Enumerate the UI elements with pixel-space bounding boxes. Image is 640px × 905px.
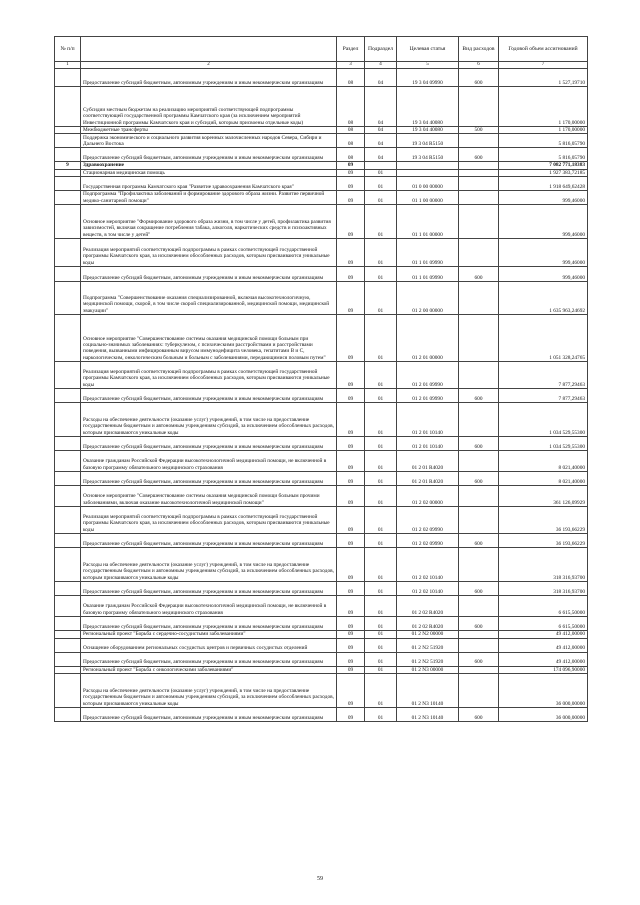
row-number (55, 674, 81, 708)
header-name (81, 37, 337, 62)
row-expense-type: 600 (459, 652, 499, 666)
row-number (55, 127, 81, 134)
row-section: 09 (337, 548, 365, 582)
row-expense-type: 600 (459, 708, 499, 722)
row-subsection (365, 162, 397, 169)
row-expense-type: 600 (459, 148, 499, 162)
row-number (55, 134, 81, 148)
row-amount: 7 877,29463 (499, 362, 588, 389)
table-row (55, 162, 588, 169)
row-target-article: 01 2 01 00000 (397, 315, 459, 362)
row-subsection: 01 (365, 652, 397, 666)
row-subsection: 01 (365, 486, 397, 507)
row-subsection: 01 (365, 239, 397, 267)
row-amount: 174 096,90000 (499, 666, 588, 673)
table-body (55, 69, 588, 722)
row-amount: 1 170,00000 (499, 127, 588, 134)
row-amount: 1 170,00000 (499, 87, 588, 127)
row-expense-type (459, 239, 499, 267)
row-target-article: 01 2 N2 00000 (397, 631, 459, 638)
row-description: Подпрограмма "Совершенствование оказания специализированной, включая высокотехнологичную, медицинской помощи, скорой, в том числе скорой специализированной, медицинской помощи, медицинской эвакуации" (81, 282, 337, 315)
page-number: 59 (317, 876, 323, 882)
row-amount: 49 412,00000 (499, 631, 588, 638)
row-amount: 7 877,29463 (499, 389, 588, 403)
row-amount: 999,46000 (499, 239, 588, 267)
row-number (55, 282, 81, 315)
row-number (55, 666, 81, 673)
row-subsection: 01 (365, 617, 397, 631)
row-target-article: 01 2 N2 51920 (397, 638, 459, 652)
row-amount: 999,46000 (499, 191, 588, 205)
row-section: 09 (337, 451, 365, 472)
header-num: № п/п (55, 37, 81, 62)
row-section: 09 (337, 507, 365, 534)
row-expense-type (459, 134, 499, 148)
table-row (55, 87, 588, 127)
row-target-article: 01 2 N3 10140 (397, 674, 459, 708)
row-expense-type (459, 191, 499, 205)
row-expense-type: 600 (459, 534, 499, 548)
row-subsection: 01 (365, 666, 397, 673)
row-subsection: 01 (365, 177, 397, 191)
row-description: Предоставление субсидий бюджетным, автономным учреждениям и иным некоммерческим организациям (81, 148, 337, 162)
row-number (55, 362, 81, 389)
row-subsection: 01 (365, 282, 397, 315)
row-target-article: 19 3 04 R5150 (397, 134, 459, 148)
row-amount: 1 918 649,62428 (499, 177, 588, 191)
row-expense-type (459, 666, 499, 673)
row-target-article: 01 2 N3 10140 (397, 708, 459, 722)
row-amount: 318 316,93700 (499, 582, 588, 596)
table-header (55, 37, 588, 69)
row-target-article: 01 2 01 10140 (397, 403, 459, 437)
row-section: 09 (337, 403, 365, 437)
row-number (55, 177, 81, 191)
row-number (55, 315, 81, 362)
row-expense-type (459, 403, 499, 437)
row-expense-type (459, 177, 499, 191)
row-number (55, 69, 81, 87)
row-number (55, 389, 81, 403)
row-section: 09 (337, 389, 365, 403)
row-number (55, 534, 81, 548)
column-number-row (55, 62, 588, 69)
table-row (55, 548, 588, 582)
row-expense-type: 600 (459, 437, 499, 451)
row-expense-type (459, 596, 499, 617)
row-target-article: 01 1 01 00000 (397, 205, 459, 239)
row-description: Подпрограмма "Профилактика заболеваний и формирование здорового образа жизни. Развитие первичной медико-санитарной помощи" (81, 191, 337, 205)
row-target-article: 01 2 01 R4020 (397, 451, 459, 472)
row-expense-type: 600 (459, 472, 499, 486)
table-row (55, 191, 588, 205)
row-description: Межбюджетные трансферты (81, 127, 337, 134)
row-section: 08 (337, 134, 365, 148)
col-number: 7 (499, 62, 588, 69)
row-target-article (397, 169, 459, 176)
row-number (55, 548, 81, 582)
row-description: Субсидии местным бюджетам на реализацию мероприятий соответствующей подпрограммы соответствующей государственной программы Камчатского края (за исключением мероприятий Инвестиционной программы Камчатского края и субсидий, которым присвоены отдельные коды) (81, 87, 337, 127)
row-amount: 6 615,50000 (499, 617, 588, 631)
col-number: 4 (365, 62, 397, 69)
row-section: 08 (337, 69, 365, 87)
row-amount: 36 000,00000 (499, 674, 588, 708)
table-row (55, 507, 588, 534)
table-row (55, 403, 588, 437)
row-target-article: 01 2 02 09990 (397, 534, 459, 548)
row-amount: 36 193,66229 (499, 534, 588, 548)
row-description: Предоставление субсидий бюджетным, автономным учреждениям и иным некоммерческим организациям (81, 437, 337, 451)
row-subsection: 04 (365, 148, 397, 162)
row-subsection: 01 (365, 674, 397, 708)
row-subsection: 01 (365, 638, 397, 652)
row-description: Предоставление субсидий бюджетным, автономным учреждениям и иным некоммерческим организациям (81, 472, 337, 486)
row-expense-type (459, 631, 499, 638)
row-expense-type: 600 (459, 389, 499, 403)
row-number (55, 451, 81, 472)
row-expense-type (459, 162, 499, 169)
row-section: 09 (337, 708, 365, 722)
row-description: Основное мероприятие "Совершенствование системы оказания медицинской помощи больным при социально-значимых заболеваниях: туберкулезом, с психическими расстройствами и расстройствами поведения, вызванными инфицированным вирусом иммунодефицита человека, гепатитами В и С, наркологическим, онкологическим больным и больным с заболеваниями, передающимися половым путем" (81, 315, 337, 362)
row-section: 09 (337, 596, 365, 617)
row-number (55, 437, 81, 451)
row-target-article: 01 0 00 00000 (397, 177, 459, 191)
table-row (55, 437, 588, 451)
row-target-article: 01 2 02 R4020 (397, 617, 459, 631)
row-amount: 8 021,40000 (499, 472, 588, 486)
table-row (55, 267, 588, 282)
table-row (55, 239, 588, 267)
table-row (55, 69, 588, 87)
row-section: 09 (337, 205, 365, 239)
row-target-article: 19 3 04 09990 (397, 69, 459, 87)
row-target-article: 01 2 00 00000 (397, 282, 459, 315)
row-description: Региональный проект "Борьба с онкологическими заболеваниями" (81, 666, 337, 673)
row-section: 09 (337, 617, 365, 631)
row-section: 08 (337, 87, 365, 127)
table-row (55, 472, 588, 486)
row-amount: 7 082 771,18383 (499, 162, 588, 169)
row-expense-type (459, 507, 499, 534)
row-description: Стационарная медицинская помощь (81, 169, 337, 176)
budget-table (54, 36, 588, 722)
row-subsection: 01 (365, 582, 397, 596)
table-row (55, 362, 588, 389)
row-section: 09 (337, 315, 365, 362)
col-number: 5 (397, 62, 459, 69)
row-amount: 5 816,05790 (499, 148, 588, 162)
row-number (55, 239, 81, 267)
row-expense-type (459, 205, 499, 239)
table-row (55, 282, 588, 315)
row-section: 09 (337, 674, 365, 708)
row-amount: 36 193,66229 (499, 507, 588, 534)
table-row (55, 652, 588, 666)
row-number (55, 507, 81, 534)
row-amount: 1 051 328,24765 (499, 315, 588, 362)
table-row (55, 451, 588, 472)
row-expense-type (459, 638, 499, 652)
row-section: 09 (337, 191, 365, 205)
row-description: Реализация мероприятий соответствующей подпрограммы в рамках соответствующей государственной программы Камчатского края, за исключением обособленных расходов, которым присваиваются уникальные коды (81, 507, 337, 534)
table-row (55, 134, 588, 148)
row-subsection: 04 (365, 134, 397, 148)
table-row (55, 148, 588, 162)
row-number (55, 652, 81, 666)
row-section: 09 (337, 169, 365, 176)
row-subsection: 01 (365, 191, 397, 205)
table-row (55, 631, 588, 638)
header-section: Раздел (337, 37, 365, 62)
row-subsection: 04 (365, 69, 397, 87)
row-expense-type (459, 362, 499, 389)
row-section: 09 (337, 582, 365, 596)
row-amount: 318 316,93700 (499, 548, 588, 582)
row-subsection: 04 (365, 127, 397, 134)
row-amount: 5 816,05790 (499, 134, 588, 148)
row-section: 08 (337, 148, 365, 162)
row-expense-type (459, 169, 499, 176)
table-row (55, 638, 588, 652)
row-number (55, 486, 81, 507)
row-target-article: 19 3 04 R5150 (397, 148, 459, 162)
row-description: Основное мероприятие "Формирование здорового образа жизни, в том числе у детей, профилактика развития зависимостей, включая сокращение потребления табака, алкоголя, наркотических средств и психоактивных веществ, в том числе у детей" (81, 205, 337, 239)
row-expense-type (459, 87, 499, 127)
table-row (55, 486, 588, 507)
row-expense-type: 600 (459, 267, 499, 282)
row-target-article: 01 2 N3 00000 (397, 666, 459, 673)
row-target-article: 01 2 02 10140 (397, 582, 459, 596)
header-target: Целевая статья (397, 37, 459, 62)
row-description: Оказание гражданам Российской Федерации высокотехнологичной медицинской помощи, не включенной в базовую программу обязательного медицинского страхования (81, 596, 337, 617)
header-expense: Вид расходов (459, 37, 499, 62)
row-section: 09 (337, 472, 365, 486)
col-number: 1 (55, 62, 81, 69)
row-section: 09 (337, 267, 365, 282)
row-subsection: 01 (365, 507, 397, 534)
row-number (55, 472, 81, 486)
table-row (55, 177, 588, 191)
row-description: Расходы на обеспечение деятельности (оказание услуг) учреждений, в том числе на предоставление государственным бюджетным и автономным учреждениям субсидий, за исключением обособленных расходов, которым присваиваются уникальные коды (81, 674, 337, 708)
row-description: Реализация мероприятий соответствующей подпрограммы в рамках соответствующей государственной программы Камчатского края, за исключением обособленных расходов, которым присваиваются уникальные коды (81, 239, 337, 267)
row-description: Предоставление субсидий бюджетным, автономным учреждениям и иным некоммерческим организациям (81, 617, 337, 631)
row-section: 09 (337, 282, 365, 315)
row-subsection: 01 (365, 267, 397, 282)
row-amount: 49 412,00000 (499, 638, 588, 652)
row-expense-type: 500 (459, 127, 499, 134)
row-description: Основное мероприятие "Совершенствование системы оказания медицинской помощи больным прочими заболеваниями, включая оказание высокотехнологичной медицинской помощи" (81, 486, 337, 507)
row-expense-type (459, 486, 499, 507)
row-amount: 6 615,50000 (499, 596, 588, 617)
table-row (55, 315, 588, 362)
row-amount: 1 635 963,24692 (499, 282, 588, 315)
row-description: Предоставление субсидий бюджетным, автономным учреждениям и иным некоммерческим организациям (81, 708, 337, 722)
row-target-article: 01 2 N2 51920 (397, 652, 459, 666)
row-amount: 49 412,00000 (499, 652, 588, 666)
row-target-article: 01 2 01 R4020 (397, 472, 459, 486)
row-target-article: 01 2 02 09990 (397, 507, 459, 534)
table-row (55, 666, 588, 673)
row-target-article: 01 1 01 09990 (397, 267, 459, 282)
row-description: Оснащение оборудованием региональных сосудистых центров и первичных сосудистых отделений (81, 638, 337, 652)
row-subsection: 01 (365, 472, 397, 486)
row-description: Региональный проект "Борьба с сердечно-сосудистыми заболеваниями" (81, 631, 337, 638)
row-description: Поддержка экономического и социального развития коренных малочисленных народов Севера, Сибири и Дальнего Востока (81, 134, 337, 148)
row-expense-type (459, 282, 499, 315)
table-row (55, 389, 588, 403)
row-subsection: 04 (365, 87, 397, 127)
row-number (55, 87, 81, 127)
header-amount: Годовой объем ассигнований (499, 37, 588, 62)
row-target-article: 19 3 04 40080 (397, 127, 459, 134)
table-row (55, 169, 588, 176)
row-number (55, 403, 81, 437)
row-number (55, 205, 81, 239)
row-expense-type: 600 (459, 69, 499, 87)
table-row (55, 708, 588, 722)
row-subsection: 01 (365, 169, 397, 176)
row-target-article: 01 2 02 R4020 (397, 596, 459, 617)
row-amount: 361 126,09929 (499, 486, 588, 507)
row-target-article: 01 2 01 09990 (397, 362, 459, 389)
table-row (55, 617, 588, 631)
table-row (55, 674, 588, 708)
row-subsection: 01 (365, 548, 397, 582)
row-expense-type (459, 674, 499, 708)
row-target-article: 19 3 04 40080 (397, 87, 459, 127)
row-amount: 999,46000 (499, 205, 588, 239)
row-subsection: 01 (365, 534, 397, 548)
row-description: Предоставление субсидий бюджетным, автономным учреждениям и иным некоммерческим организациям (81, 389, 337, 403)
row-section: 09 (337, 666, 365, 673)
row-number (55, 708, 81, 722)
row-amount: 8 021,40000 (499, 451, 588, 472)
row-expense-type (459, 315, 499, 362)
row-section: 09 (337, 177, 365, 191)
row-number (55, 267, 81, 282)
table-row (55, 534, 588, 548)
row-section: 09 (337, 534, 365, 548)
row-description: Расходы на обеспечение деятельности (оказание услуг) учреждений, в том числе на предоставление государственным бюджетным и автономным учреждениям субсидий, за исключением обособленных расходов, которым присваиваются уникальные коды (81, 548, 337, 582)
row-description: Расходы на обеспечение деятельности (оказание услуг) учреждений, в том числе на предоставление государственным бюджетным и автономным учреждениям субсидий, за исключением обособленных расходов, которым присваиваются уникальные коды (81, 403, 337, 437)
row-section: 09 (337, 437, 365, 451)
row-subsection: 01 (365, 205, 397, 239)
header-subsection: Подраздел (365, 37, 397, 62)
table-row (55, 205, 588, 239)
row-amount: 36 000,00000 (499, 708, 588, 722)
row-description: Оказание гражданам Российской Федерации высокотехнологичной медицинской помощи, не включенной в базовую программу обязательного медицинского страхования (81, 451, 337, 472)
row-description: Государственная программа Камчатского края "Развитие здравоохранения Камчатского края" (81, 177, 337, 191)
row-description: Предоставление субсидий бюджетным, автономным учреждениям и иным некоммерческим организациям (81, 534, 337, 548)
row-amount: 1 034 529,55300 (499, 403, 588, 437)
row-expense-type (459, 548, 499, 582)
row-expense-type (459, 451, 499, 472)
col-number: 6 (459, 62, 499, 69)
row-number (55, 582, 81, 596)
row-subsection: 01 (365, 437, 397, 451)
row-section: 08 (337, 127, 365, 134)
row-expense-type: 600 (459, 582, 499, 596)
row-description: Реализация мероприятий соответствующей подпрограммы в рамках соответствующей государственной программы Камчатского края, за исключением обособленных расходов, которым присваиваются уникальные коды (81, 362, 337, 389)
row-description: Предоставление субсидий бюджетным, автономным учреждениям и иным некоммерческим организациям (81, 652, 337, 666)
table-row (55, 596, 588, 617)
row-target-article: 01 1 01 09990 (397, 239, 459, 267)
row-section: 09 (337, 162, 365, 169)
row-amount: 1 034 529,55300 (499, 437, 588, 451)
row-description: Здравоохранение (81, 162, 337, 169)
row-section: 09 (337, 362, 365, 389)
row-number (55, 148, 81, 162)
row-section: 09 (337, 239, 365, 267)
row-section: 09 (337, 486, 365, 507)
row-target-article: 01 1 00 00000 (397, 191, 459, 205)
row-number (55, 631, 81, 638)
row-description: Предоставление субсидий бюджетным, автономным учреждениям и иным некоммерческим организациям (81, 267, 337, 282)
table-row (55, 127, 588, 134)
row-number (55, 638, 81, 652)
row-subsection: 01 (365, 403, 397, 437)
col-number: 3 (337, 62, 365, 69)
row-subsection: 01 (365, 315, 397, 362)
row-section: 09 (337, 631, 365, 638)
row-target-article: 01 2 02 10140 (397, 548, 459, 582)
row-number (55, 191, 81, 205)
row-subsection: 01 (365, 389, 397, 403)
col-number: 2 (81, 62, 337, 69)
row-subsection: 01 (365, 451, 397, 472)
row-subsection: 01 (365, 631, 397, 638)
row-amount: 1 927 383,72185 (499, 169, 588, 176)
row-number (55, 596, 81, 617)
row-target-article: 01 2 01 09990 (397, 389, 459, 403)
row-description: Предоставление субсидий бюджетным, автономным учреждениям и иным некоммерческим организациям (81, 69, 337, 87)
row-section: 09 (337, 638, 365, 652)
row-subsection: 01 (365, 708, 397, 722)
table-row (55, 582, 588, 596)
row-target-article: 01 2 01 10140 (397, 437, 459, 451)
row-target-article (397, 162, 459, 169)
row-description: Предоставление субсидий бюджетным, автономным учреждениям и иным некоммерческим организациям (81, 582, 337, 596)
row-section: 09 (337, 652, 365, 666)
row-subsection: 01 (365, 596, 397, 617)
row-subsection: 01 (365, 362, 397, 389)
row-amount: 999,46000 (499, 267, 588, 282)
row-expense-type: 600 (459, 617, 499, 631)
row-amount: 1 527,19710 (499, 69, 588, 87)
row-target-article: 01 2 02 00000 (397, 486, 459, 507)
row-number: 9 (55, 162, 81, 169)
row-number (55, 617, 81, 631)
row-number (55, 169, 81, 176)
